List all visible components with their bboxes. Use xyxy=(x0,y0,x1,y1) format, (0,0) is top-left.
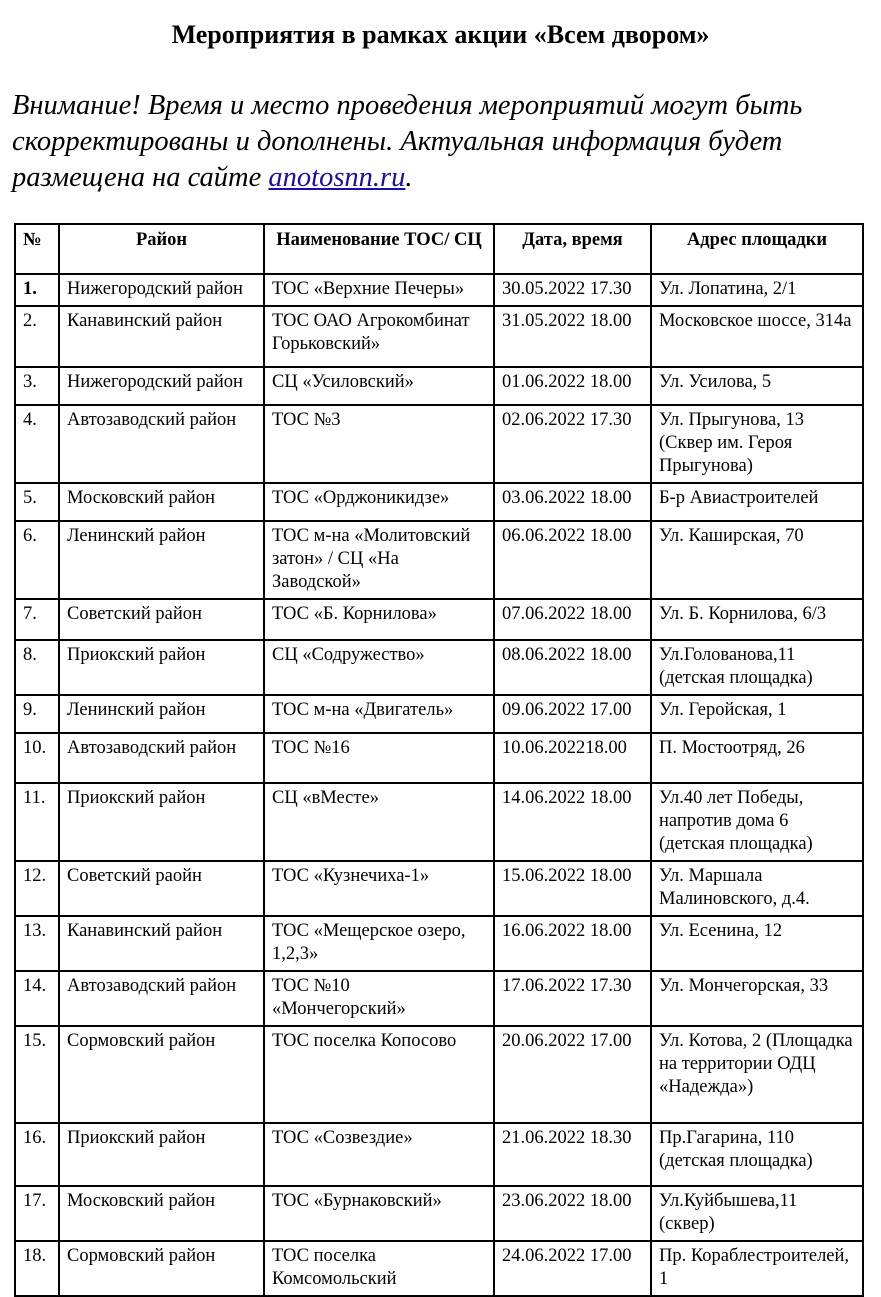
cell-district: Советский раойн xyxy=(59,861,264,916)
cell-number: 5. xyxy=(15,483,59,521)
header-number: № xyxy=(15,224,59,274)
cell-name: ТОС поселка Копосово xyxy=(264,1026,494,1123)
cell-district: Автозаводский район xyxy=(59,405,264,483)
cell-district: Нижегородский район xyxy=(59,274,264,306)
cell-district: Канавинский район xyxy=(59,916,264,971)
cell-address: Ул. Усилова, 5 xyxy=(651,367,863,405)
cell-datetime: 09.06.2022 17.00 xyxy=(494,695,651,733)
cell-address: Ул. Каширская, 70 xyxy=(651,521,863,599)
cell-district: Московский район xyxy=(59,1186,264,1241)
cell-number: 10. xyxy=(15,733,59,783)
cell-name: СЦ «вМесте» xyxy=(264,783,494,861)
cell-address: Ул. Котова, 2 (Площадка на территории ОДЦ «Надежда») xyxy=(651,1026,863,1123)
cell-datetime: 30.05.2022 17.30 xyxy=(494,274,651,306)
table-row xyxy=(15,483,863,521)
cell-district: Московский район xyxy=(59,483,264,521)
cell-district: Канавинский район xyxy=(59,306,264,367)
cell-district: Приокский район xyxy=(59,1123,264,1186)
cell-name: ТОС «Созвездие» xyxy=(264,1123,494,1186)
cell-datetime: 08.06.2022 18.00 xyxy=(494,640,651,695)
cell-district: Ленинский район xyxy=(59,521,264,599)
cell-address: Ул. Геройская, 1 xyxy=(651,695,863,733)
table-row xyxy=(15,971,863,1026)
cell-number: 16. xyxy=(15,1123,59,1186)
events-table xyxy=(14,223,864,1297)
cell-number: 2. xyxy=(15,306,59,367)
table-row xyxy=(15,695,863,733)
cell-datetime: 10.06.202218.00 xyxy=(494,733,651,783)
cell-name: ТОС ОАО Агрокомбинат Горьковский» xyxy=(264,306,494,367)
cell-datetime: 06.06.2022 18.00 xyxy=(494,521,651,599)
cell-district: Сормовский район xyxy=(59,1241,264,1296)
cell-address: Ул. Маршала Малиновского, д.4. xyxy=(651,861,863,916)
cell-number: 17. xyxy=(15,1186,59,1241)
cell-number: 8. xyxy=(15,640,59,695)
cell-number: 13. xyxy=(15,916,59,971)
cell-name: ТОС «Мещерское озеро, 1,2,3» xyxy=(264,916,494,971)
table-row xyxy=(15,521,863,599)
table-row xyxy=(15,1186,863,1241)
header-address: Адрес площадки xyxy=(651,224,863,274)
cell-address: Ул.Куйбышева,11 (сквер) xyxy=(651,1186,863,1241)
cell-number: 12. xyxy=(15,861,59,916)
table-row xyxy=(15,306,863,367)
cell-number: 3. xyxy=(15,367,59,405)
cell-number: 6. xyxy=(15,521,59,599)
cell-number: 1. xyxy=(15,274,59,306)
cell-address: Ул.40 лет Победы, напротив дома 6 (детская площадка) xyxy=(651,783,863,861)
cell-name: ТОС «Орджоникидзе» xyxy=(264,483,494,521)
cell-datetime: 15.06.2022 18.00 xyxy=(494,861,651,916)
table-row xyxy=(15,861,863,916)
table-row xyxy=(15,1123,863,1186)
cell-datetime: 31.05.2022 18.00 xyxy=(494,306,651,367)
cell-number: 18. xyxy=(15,1241,59,1296)
cell-name: ТОС м-на «Молитовский затон» / СЦ «На Заводской» xyxy=(264,521,494,599)
cell-address: Пр.Гагарина, 110 (детская площадка) xyxy=(651,1123,863,1186)
cell-datetime: 24.06.2022 17.00 xyxy=(494,1241,651,1296)
cell-district: Ленинский район xyxy=(59,695,264,733)
cell-address: Ул. Прыгунова, 13 (Сквер им. Героя Прыгунова) xyxy=(651,405,863,483)
cell-number: 7. xyxy=(15,599,59,640)
cell-address: Московское шоссе, 314а xyxy=(651,306,863,367)
notice-text: Внимание! Время и место проведения мероприятий могут быть скорректированы и дополнены. Актуальная информация будет размещена на сайте xyxy=(12,90,803,193)
cell-address: Ул.Голованова,11 (детская площадка) xyxy=(651,640,863,695)
notice-paragraph xyxy=(12,88,872,196)
cell-address: Ул. Б. Корнилова, 6/3 xyxy=(651,599,863,640)
page-title: Мероприятия в рамках акции «Всем двором» xyxy=(171,20,710,49)
cell-datetime: 02.06.2022 17.30 xyxy=(494,405,651,483)
cell-name: СЦ «Содружество» xyxy=(264,640,494,695)
table-row xyxy=(15,367,863,405)
cell-number: 9. xyxy=(15,695,59,733)
cell-district: Приокский район xyxy=(59,640,264,695)
cell-address: Ул. Лопатина, 2/1 xyxy=(651,274,863,306)
cell-datetime: 03.06.2022 18.00 xyxy=(494,483,651,521)
cell-datetime: 14.06.2022 18.00 xyxy=(494,783,651,861)
header-district: Район xyxy=(59,224,264,274)
header-name: Наименование ТОС/ СЦ xyxy=(264,224,494,274)
cell-district: Автозаводский район xyxy=(59,971,264,1026)
cell-datetime: 20.06.2022 17.00 xyxy=(494,1026,651,1123)
cell-name: ТОС №16 xyxy=(264,733,494,783)
cell-number: 15. xyxy=(15,1026,59,1123)
cell-name: ТОС №10 «Мончегорский» xyxy=(264,971,494,1026)
table-row xyxy=(15,783,863,861)
table-header-row xyxy=(15,224,863,274)
cell-address: Ул. Есенина, 12 xyxy=(651,916,863,971)
cell-name: ТОС №3 xyxy=(264,405,494,483)
cell-district: Автозаводский район xyxy=(59,733,264,783)
cell-address: Ул. Мончегорская, 33 xyxy=(651,971,863,1026)
cell-datetime: 17.06.2022 17.30 xyxy=(494,971,651,1026)
cell-address: П. Мостоотряд, 26 xyxy=(651,733,863,783)
header-datetime: Дата, время xyxy=(494,224,651,274)
table-row xyxy=(15,640,863,695)
cell-name: ТОС «Б. Корнилова» xyxy=(264,599,494,640)
cell-number: 4. xyxy=(15,405,59,483)
cell-name: СЦ «Усиловский» xyxy=(264,367,494,405)
table-row xyxy=(15,405,863,483)
table-row xyxy=(15,599,863,640)
cell-name: ТОС м-на «Двигатель» xyxy=(264,695,494,733)
cell-district: Нижегородский район xyxy=(59,367,264,405)
cell-address: Пр. Кораблестроителей, 1 xyxy=(651,1241,863,1296)
table-row xyxy=(15,274,863,306)
table-row xyxy=(15,1241,863,1296)
cell-number: 11. xyxy=(15,783,59,861)
cell-district: Советский район xyxy=(59,599,264,640)
cell-datetime: 07.06.2022 18.00 xyxy=(494,599,651,640)
cell-district: Сормовский район xyxy=(59,1026,264,1123)
cell-datetime: 01.06.2022 18.00 xyxy=(494,367,651,405)
cell-name: ТОС «Бурнаковский» xyxy=(264,1186,494,1241)
table-row xyxy=(15,1026,863,1123)
cell-district: Приокский район xyxy=(59,783,264,861)
cell-address: Б-р Авиастроителей xyxy=(651,483,863,521)
cell-datetime: 16.06.2022 18.00 xyxy=(494,916,651,971)
site-link[interactable]: anotosnn.ru xyxy=(268,162,406,193)
cell-name: ТОС поселка Комсомольский xyxy=(264,1241,494,1296)
cell-name: ТОС «Кузнечиха-1» xyxy=(264,861,494,916)
table-row xyxy=(15,733,863,783)
table-row xyxy=(15,916,863,971)
cell-datetime: 23.06.2022 18.00 xyxy=(494,1186,651,1241)
notice-end: . xyxy=(405,162,413,193)
cell-datetime: 21.06.2022 18.30 xyxy=(494,1123,651,1186)
cell-number: 14. xyxy=(15,971,59,1026)
cell-name: ТОС «Верхние Печеры» xyxy=(264,274,494,306)
